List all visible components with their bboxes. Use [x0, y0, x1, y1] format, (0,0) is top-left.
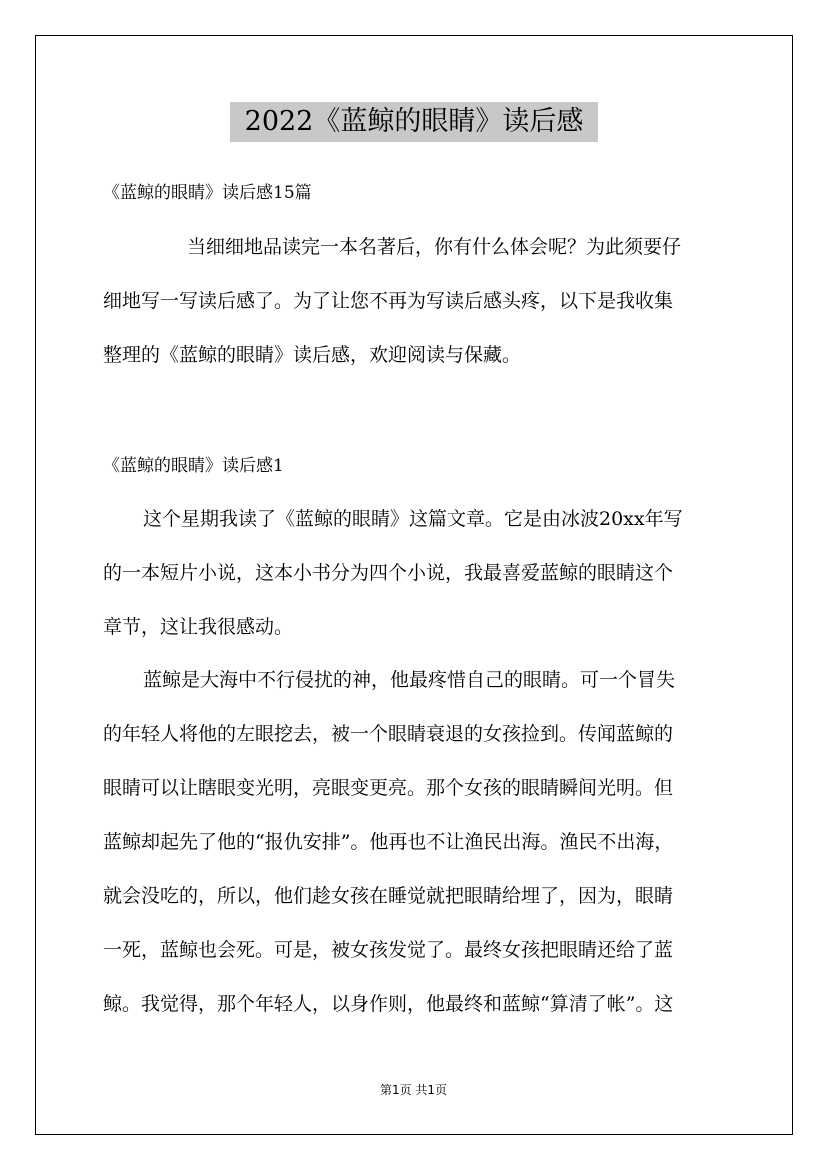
intro-line: 细地写一写读后感了。为了让您不再为写读后感头疼，以下是我收集 — [103, 290, 674, 312]
paragraph-line: 鲸。我觉得，那个年轻人，以身作则，他最终和蓝鲸“算清了帐”。这 — [103, 993, 674, 1015]
paragraph-line: 章节，这让我很感动。 — [103, 616, 294, 638]
document-title: 2022《蓝鲸的眼睛》读后感 — [230, 102, 598, 142]
paragraph-line: 就会没吃的，所以，他们趁女孩在睡觉就把眼睛给埋了，因为，眼睛 — [103, 885, 674, 907]
intro-line: 当细细地品读完一本名著后，你有什么体会呢？为此须要仔 — [187, 236, 682, 258]
intro-line: 整理的《蓝鲸的眼睛》读后感，欢迎阅读与保藏。 — [103, 344, 522, 366]
section-heading: 《蓝鲸的眼睛》读后感1 — [103, 456, 284, 476]
paragraph-line: 的年轻人将他的左眼挖去，被一个眼睛衰退的女孩捡到。传闻蓝鲸的 — [103, 723, 674, 745]
paragraph-line: 这个星期我读了《蓝鲸的眼睛》这篇文章。它是由冰波20xx年写 — [143, 508, 683, 530]
paragraph-line: 眼睛可以让瞎眼变光明，亮眼变更亮。那个女孩的眼睛瞬间光明。但 — [103, 777, 674, 799]
paragraph-line: 蓝鲸是大海中不行侵扰的神，他最疼惜自己的眼睛。可一个冒失 — [143, 669, 676, 691]
paragraph-line: 蓝鲸却起先了他的“报仇安排”。他再也不让渔民出海。渔民不出海， — [103, 831, 674, 853]
paragraph-line: 一死，蓝鲸也会死。可是，被女孩发觉了。最终女孩把眼睛还给了蓝 — [103, 939, 674, 961]
page-footer: 第1页 共1页 — [379, 1083, 448, 1097]
document-subtitle: 《蓝鲸的眼睛》读后感15篇 — [103, 183, 312, 203]
paragraph-line: 的一本短片小说，这本小书分为四个小说，我最喜爱蓝鲸的眼睛这个 — [103, 562, 674, 584]
